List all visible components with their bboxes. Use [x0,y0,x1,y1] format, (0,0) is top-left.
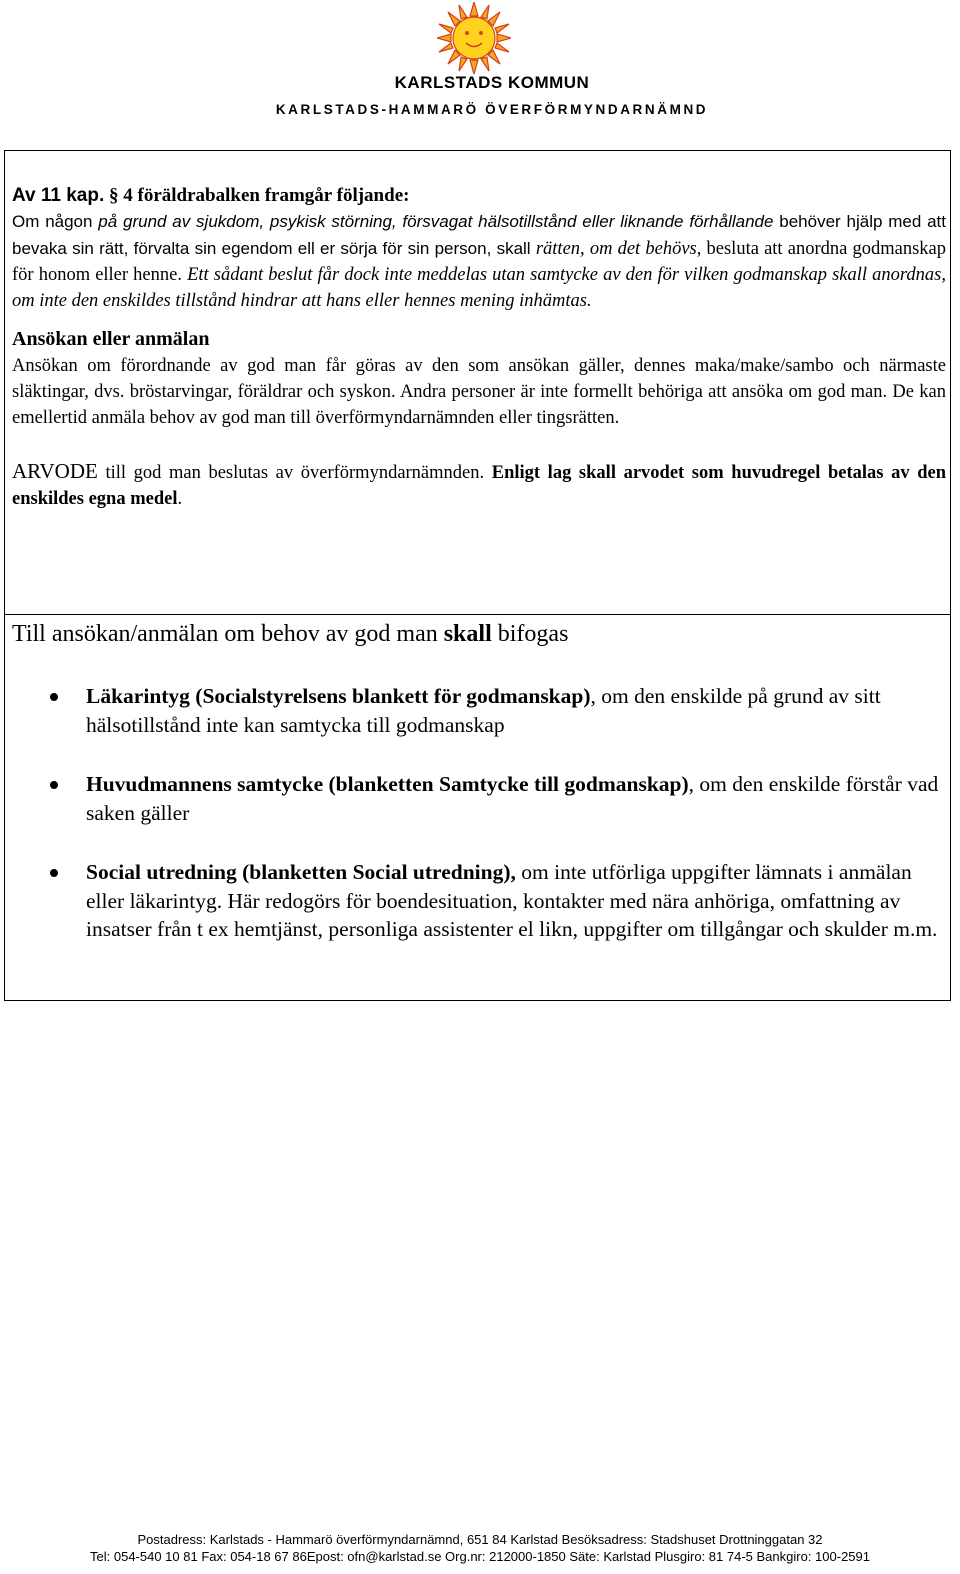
org-subname: KARLSTADS-HAMMARÖ ÖVERFÖRMYNDARNÄMND [275,102,709,117]
fee-end: . [177,488,183,509]
org-name: KARLSTADS KOMMUN [394,73,590,92]
bullet-icon [50,781,58,789]
fee-paragraph [12,458,946,513]
attachments-title-c: bifogas [491,621,569,647]
law-paragraph [12,209,946,314]
application-paragraph: Ansökan om förordnande av god man får göras av den som ansökan gäller, dennes maka/make/sambo och närmaste släktingar, dvs. bröstarvingar, föräldrar och syskon. Andra personer är inte formellt behöriga att ansöka om god man. De kan emellertid anmäla behov av god man till överförmyndarnämnden eller tingsrätten. [12,355,946,429]
law-text-a: Om någon [12,212,99,232]
item-text: , om den enskilde på grund av sitt hälsotillstånd inte kan samtycka till godmanskap [86,684,881,737]
law-text-e: , besluta att anordna godmanskap för honom eller henne. [12,238,946,285]
attachments-list [12,682,946,944]
fee-bold: Enligt lag skall arvodet som huvudregel betalas av den enskildes egna medel [12,462,947,509]
list-item [12,858,946,944]
list-item [12,682,946,739]
list-item [12,770,946,827]
item-bold: Huvudmannens samtycke (blanketten Samtycke till godmanskap) [86,772,689,796]
content-box [4,150,951,1001]
attachments-section [12,617,946,944]
attachments-title [12,619,946,649]
item-bold: Social utredning (blanketten Social utredning), [86,860,516,884]
item-text: om inte utförliga uppgifter lämnats i anmälan eller läkarintyg. Här redogörs för boendesituation, kontakter med nära anhöriga, omfattning av insatser från t ex hemtjänst, personliga assistenter el likn, uppgifter om tillgångar och skulder m.m. [86,860,938,941]
attachments-title-a: Till ansökan/anmälan om behov av god man [12,621,444,647]
section-title [12,183,946,209]
law-text-c: behöver hjälp med att bevaka sin rätt, förvalta sin egendom ell er sörja för sin person, skall [12,212,947,258]
attachments-title-b: skall [443,621,492,647]
footer-contact: Tel: 054-540 10 81 Fax: 054-18 67 86Epost: ofn@karlstad.se Org.nr: 212000-1850 Säte: Karlstad Plusgiro: 81 74-5 Bankgiro: 100-2591 [90,1549,870,1564]
bullet-icon [50,693,58,701]
sun-icon [437,2,511,74]
upper-section [12,183,946,512]
title-part-a: Av 11 kap. [12,185,105,206]
title-part-b: § 4 föräldrabalken framgår följande: [109,185,410,206]
fee-lead: ARVODE [12,458,98,483]
law-text-d: rätten, om det behövs [535,238,697,259]
bullet-icon [50,869,58,877]
law-text-f: Ett sådant beslut får dock inte meddelas utan samtycke av den för vilken godmanskap skall anordnas, om inte den enskildes tillstånd hindrar att hans eller hennes mening inhämtas. [12,264,946,312]
law-text-b: på grund av sjukdom, psykisk störning, försvagat hälsotillstånd eller liknande förhållande [98,212,774,232]
section-divider [5,614,950,615]
application-heading: Ansökan eller anmälan [12,328,210,351]
footer-address: Postadress: Karlstads - Hammarö överförmyndarnämnd, 651 84 Karlstad Besöksadress: Stadshuset Drottninggatan 32 [137,1532,823,1547]
fee-text: till god man beslutas av överförmyndarnämnden. [97,462,492,483]
item-text: , om den enskilde förstår vad saken gäller [86,772,939,825]
item-bold: Läkarintyg (Socialstyrelsens blankett för godmanskap) [86,684,591,708]
